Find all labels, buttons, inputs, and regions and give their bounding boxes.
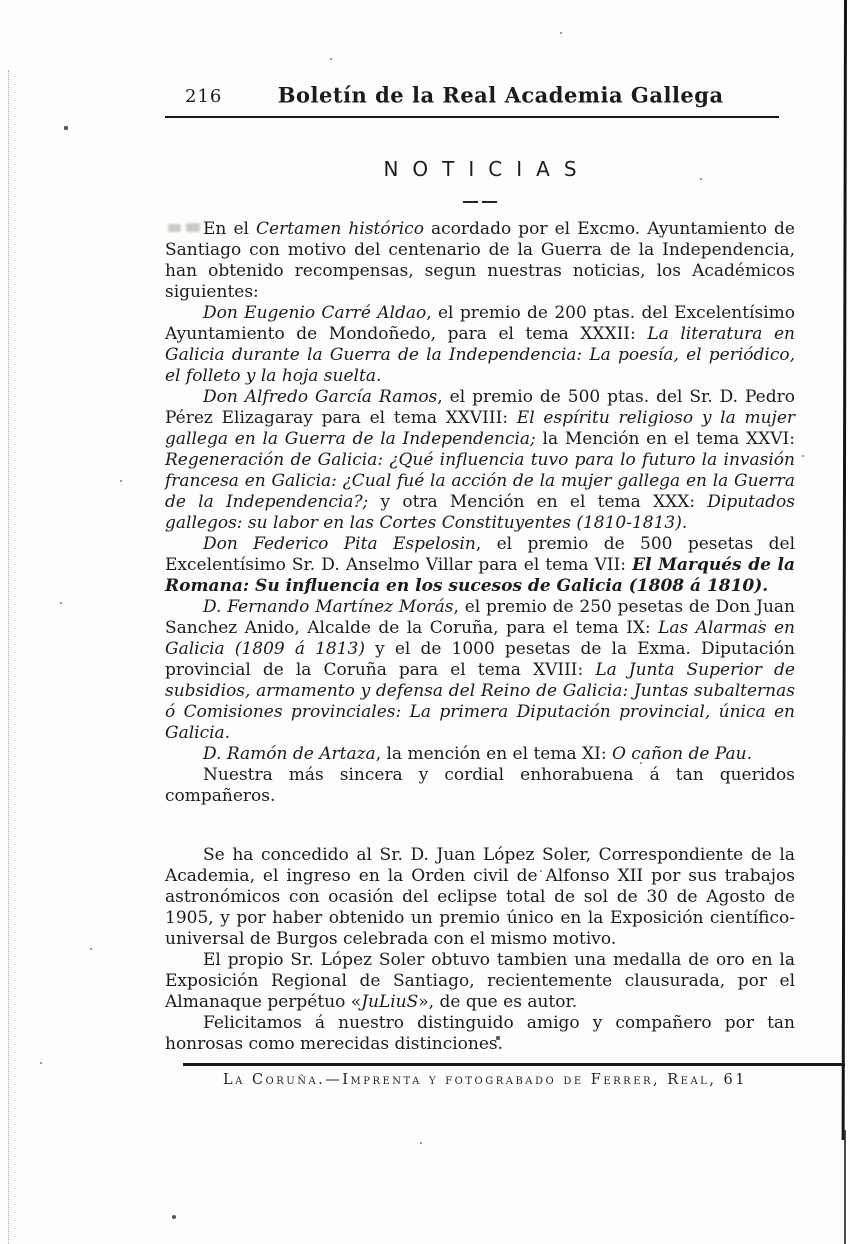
text-run: Se ha concedido al Sr. D. Juan López Soler, Correspondiente de la Academia, el ingreso en la Orden civil de Alfonso XII por sus trabajos astronómicos con ocasión del eclipse total de sol de 30 de Agosto de 1905, y por haber obtenido un premio único en la Exposición científico-universal de Burgos celebrada con el mismo motivo.: [165, 845, 795, 949]
scan-speckle: [64, 126, 68, 130]
text-run: Regeneración de Galicia: ¿Qué influencia tuvo para lo futuro la invasión francesa en Galicia: ¿Cual fué la acción de la mujer gallega en la Guerra de la Independencia?;: [165, 450, 795, 512]
scan-speckle: [420, 1142, 422, 1144]
scan-speckle: [330, 58, 332, 60]
paragraph: [165, 845, 795, 950]
article-body: [165, 219, 795, 1055]
scan-speckle: [172, 1215, 176, 1219]
text-run: JuLiuS: [361, 992, 419, 1012]
text-run: Nuestra más sincera y cordial enhorabuena á tan queridos compañeros.: [165, 765, 795, 806]
text-run: Las Alarmas en Galicia (1809 á 1813): [165, 618, 795, 659]
paragraph: [165, 387, 795, 534]
paragraph: [165, 597, 795, 744]
text-run: El propio Sr. López Soler obtuvo tambien una medalla de oro en la Exposición Regional de Santiago, recientemente clausurada, por el Almanaque perpétuo «: [165, 950, 795, 1012]
scan-speckle: [802, 455, 804, 457]
scan-speckle: [560, 32, 562, 34]
text-run: La Junta Superior de subsidios, armamento y defensa del Reino de Galicia: Juntas subalternas ó Comisiones provinciales: La primera Diputación provincial, única en Galicia.: [165, 660, 795, 743]
text-run: Certamen histórico: [256, 219, 424, 239]
footer-rule: [183, 1063, 845, 1066]
masthead: [165, 82, 779, 118]
scan-speckle: [90, 948, 92, 950]
printer-imprint: La Coruña.—Imprenta y fotograbado de Ferrer, Real, 61: [222, 1072, 747, 1088]
text-run: , el premio de 500 ptas. del Sr. D. Pedro Pérez Elizagaray para el tema XXVIII:: [165, 387, 795, 428]
paragraph: [165, 534, 795, 597]
journal-title: Boletín de la Real Academia Gallega: [277, 81, 724, 108]
paragraph: [165, 744, 795, 765]
text-run: Felicitamos á nuestro distinguido amigo y compañero por tan honrosas como merecidas distinciones.: [165, 1013, 795, 1054]
scan-edge-artifact: [844, 1130, 846, 1244]
text-run: Don Federico Pita Espelosin: [203, 534, 476, 554]
page-number: 216: [185, 86, 223, 107]
section-divider-ornament: [165, 191, 795, 210]
text-run: O cañon de Pau.: [611, 744, 753, 764]
scan-speckle: [40, 1062, 42, 1064]
paragraph: [165, 219, 795, 303]
scan-edge-artifact: [8, 70, 9, 1244]
text-run: », de que es autor.: [418, 992, 578, 1012]
text-run: D. Ramón de Artaza: [203, 744, 376, 764]
text-run: En el: [203, 219, 257, 239]
text-run: El espíritu religioso y la mujer gallega en la Guerra de la Independencia;: [165, 408, 796, 449]
scan-edge-artifact: [842, 0, 847, 1140]
paragraph: [165, 950, 795, 1013]
article-lopez-soler: [165, 845, 795, 1055]
scan-speckle: [120, 480, 122, 482]
scan-speckle: [60, 602, 62, 604]
text-run: La literatura en Galicia durante la Guerra de la Independencia: La poesía, el periódico, el folleto y la hoja suelta.: [165, 324, 795, 386]
text-run: , el premio de 500 pesetas del Excelentísimo Sr. D. Anselmo Villar para el tema VII:: [165, 534, 796, 575]
text-run: , el premio de 200 ptas. del Excelentísimo Ayuntamiento de Mondoñedo, para el tema XXXII:: [165, 303, 795, 344]
text-run: D. Fernando Martínez Morás: [203, 597, 454, 617]
text-run: El Marqués de la Romana: Su influencia en los sucesos de Galicia (1808 á 1810).: [165, 555, 795, 596]
text-run: Don Alfredo García Ramos: [203, 387, 438, 407]
text-run: , el premio de 250 pesetas de Don Juan Sanchez Anido, Alcalde de la Coruña, para el tema IX:: [165, 597, 796, 638]
text-run: , la mención en el tema XI:: [375, 744, 612, 764]
text-run: y el de 1000 pesetas de la Exma. Diputación provincial de la Coruña para el tema XVIII:: [165, 639, 795, 680]
paragraph: [165, 303, 795, 387]
paragraph: [165, 1013, 795, 1055]
text-run: Diputados gallegos: su labor en las Cortes Constituyentes (1810-1813).: [165, 492, 795, 533]
text-run: y otra Mención en el tema XXX:: [368, 492, 708, 512]
article-awards: [165, 219, 795, 807]
paragraph: [165, 765, 795, 807]
section-title: NOTICIAS: [383, 157, 591, 181]
text-run: acordado por el Excmo. Ayuntamiento de Santiago con motivo del centenario de la Guerra de la Independencia, han obtenido recompensas, segun nuestras noticias, los Académicos siguientes:: [165, 219, 795, 302]
text-run: Don Eugenio Carré Aldao: [203, 303, 427, 323]
text-run: la Mención en el tema XXVI:: [535, 429, 795, 449]
